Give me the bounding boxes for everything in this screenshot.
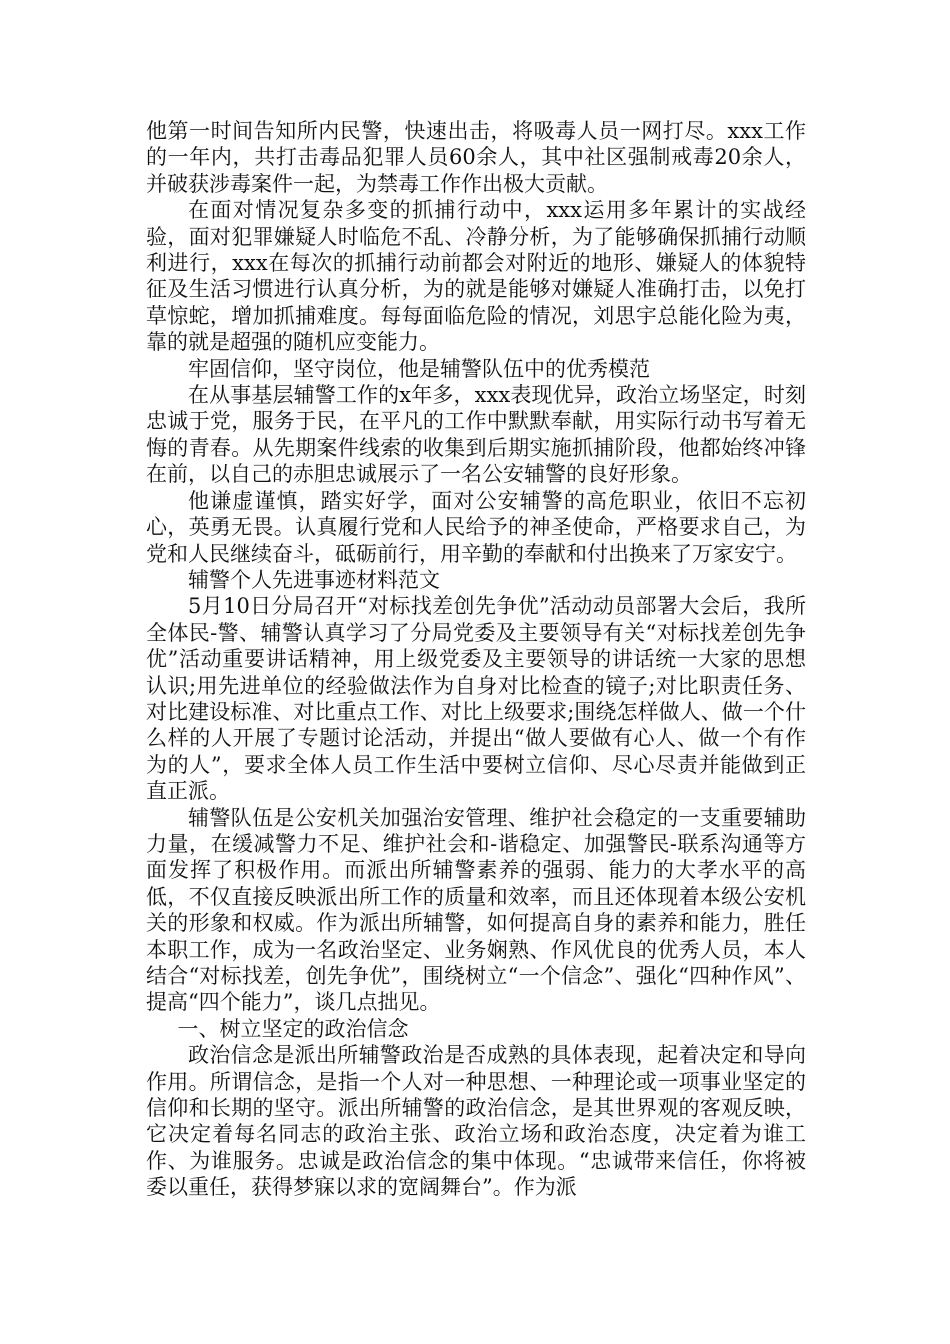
paragraph-5: 5月10日分局召开“对标找差创先争优”活动动员部署大会后，我所全体民-警、辅警认真学习了分局党委及主要领导有关“对标找差创先争优”活动重要讲话精神，用上级党委及主要领导的讲话统一大家的思想认识;用先进单位的经验做法作为自身对比检查的镜子;对比职责任务、对比建设标准、对比重点工作、对比上级要求;围绕怎样做人、做一个什么样的人开展了专题讨论活动，并提出“做人要做有心人、做一个有作为的人”，要求全体人员工作生活中要树立信仰、尽心尽责并能做到正直正派。: [146, 594, 806, 804]
document-body: [146, 118, 806, 1201]
section-heading-sample: 辅警个人先进事迹材料范文: [188, 567, 440, 592]
paragraph-1: 他第一时间告知所内民警，快速出击，将吸毒人员一网打尽。xxx工作的一年内，共打击毒品犯罪人员60余人，其中社区强制戒毒20余人，并破获涉毒案件一起，为禁毒工作作出极大贡献。: [146, 119, 806, 196]
paragraph-7: 政治信念是派出所辅警政治是否成熟的具体表现，起着决定和导向作用。所谓信念，是指一个人对一种思想、一种理论或一项事业坚定的信仰和长期的坚守。派出所辅警的政治信念，是其世界观的客观反映，它决定着每名同志的政治主张、政治立场和政治态度，决定着为谁工作、为谁服务。忠诚是政治信念的集中体现。“忠诚带来信任，你将被委以重任，获得梦寐以求的宽阔舞台”。作为派: [146, 1043, 806, 1200]
section-heading-belief: 一、树立坚定的政治信念: [177, 1016, 409, 1041]
paragraph-3: 在从事基层辅警工作的x年多，xxx表现优异，政治立场坚定，时刻忠诚于党，服务于民，在平凡的工作中默默奉献，用实际行动书写着无悔的青春。从先期案件线索的收集到后期实施抓捕阶段，他都始终冲锋在前，以自己的赤胆忠诚展示了一名公安辅警的良好形象。: [146, 383, 806, 487]
paragraph-4: 他谦虚谨慎，踏实好学，面对公安辅警的高危职业，依旧不忘初心，英勇无畏。认真履行党和人民给予的神圣使命，严格要求自己，为党和人民继续奋斗，砥砺前行，用辛勤的奉献和付出换来了万家安宁。: [146, 488, 806, 566]
paragraph-6: 辅警队伍是公安机关加强治安管理、维护社会稳定的一支重要辅助力量，在缓减警力不足、维护社会和-谐稳定、加强警民-联系沟通等方面发挥了积极作用。而派出所辅警素养的强弱、能力的大孝水平的高低，不仅直接反映派出所工作的质量和效率，而且还体现着本级公安机关的形象和权威。作为派出所辅警，如何提高自身的素养和能力，胜任本职工作，成为一名政治坚定、业务娴熟、作风优良的优秀人员，本人结合“对标找差，创先争优”，围绕树立“一个信念”、强化“四种作风”、提高“四个能力”，谈几点拙见。: [146, 805, 806, 1015]
section-heading-model: 牢固信仰，坚守岗位，他是辅警队伍中的优秀模范: [188, 356, 650, 381]
paragraph-2: 在面对情况复杂多变的抓捕行动中，xxx运用多年累计的实战经验，面对犯罪嫌疑人时临危不乱、冷静分析，为了能够确保抓捕行动顺利进行，xxx在每次的抓捕行动前都会对附近的地形、嫌疑人的体貌特征及生活习惯进行认真分析，为的就是能够对嫌疑人准确打击，以免打草惊蛇，增加抓捕难度。每每面临危险的情况，刘思宇总能化险为夷，靠的就是超强的随机应变能力。: [146, 198, 806, 355]
